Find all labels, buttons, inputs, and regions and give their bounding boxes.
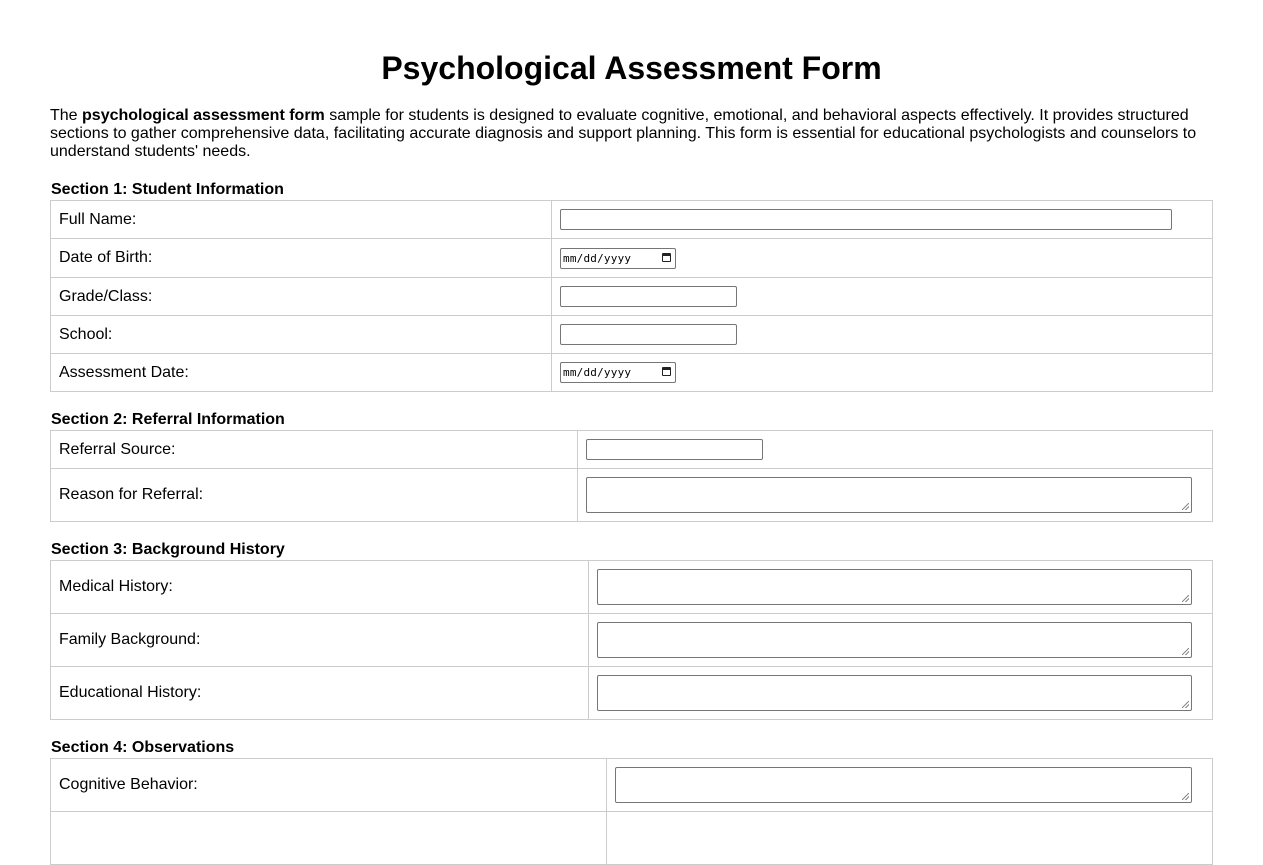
table-row — [51, 239, 1213, 278]
assessment-date-input[interactable] — [560, 362, 676, 383]
grade-class-input[interactable] — [560, 286, 737, 307]
resize-grip-icon[interactable] — [1182, 648, 1189, 655]
educational-history-label: Educational History: — [51, 667, 589, 720]
section-1-title: Section 1: Student Information — [51, 181, 284, 198]
calendar-icon[interactable] — [662, 253, 671, 262]
page-title: Psychological Assessment Form — [381, 50, 882, 86]
resize-grip-icon[interactable] — [1182, 595, 1189, 602]
full-name-input[interactable] — [560, 209, 1172, 230]
table-row — [51, 561, 1213, 614]
assessment-date-placeholder: mm/dd/yyyy — [563, 366, 632, 379]
intro-prefix: The — [50, 107, 83, 124]
date-of-birth-input[interactable] — [560, 248, 676, 269]
assessment-date-label: Assessment Date: — [51, 354, 552, 392]
table-row — [51, 759, 1213, 812]
table-row — [51, 201, 1213, 239]
table-row — [51, 812, 1213, 865]
resize-grip-icon[interactable] — [1182, 701, 1189, 708]
date-of-birth-placeholder: mm/dd/yyyy — [563, 251, 632, 265]
section-4-title: Section 4: Observations — [51, 739, 235, 756]
table-row — [51, 469, 1213, 522]
referral-source-label: Referral Source: — [51, 431, 578, 469]
medical-history-label: Medical History: — [51, 561, 589, 614]
resize-grip-icon[interactable] — [1182, 503, 1189, 510]
resize-grip-icon[interactable] — [1182, 793, 1189, 800]
referral-source-input[interactable] — [586, 439, 763, 460]
family-background-textarea[interactable] — [597, 622, 1192, 658]
table-row — [51, 278, 1213, 316]
intro-paragraph — [50, 107, 1213, 161]
reason-for-referral-textarea[interactable] — [586, 477, 1192, 513]
reason-for-referral-label: Reason for Referral: — [51, 469, 578, 522]
cognitive-behavior-textarea[interactable] — [615, 767, 1192, 803]
cognitive-behavior-label: Cognitive Behavior: — [51, 759, 607, 812]
school-label: School: — [51, 316, 552, 354]
grade-class-label: Grade/Class: — [51, 278, 552, 316]
table-row — [51, 667, 1213, 720]
school-input[interactable] — [560, 324, 737, 345]
medical-history-textarea[interactable] — [597, 569, 1192, 605]
educational-history-textarea[interactable] — [597, 675, 1192, 711]
table-row — [51, 316, 1213, 354]
section-2-title: Section 2: Referral Information — [51, 411, 285, 428]
calendar-icon[interactable] — [662, 367, 671, 376]
section-1-table — [50, 200, 1213, 392]
family-background-label: Family Background: — [51, 614, 589, 667]
table-row — [51, 614, 1213, 667]
section-4-table — [50, 758, 1213, 865]
intro-bold: psychological assessment form — [82, 107, 325, 124]
section-3-table — [50, 560, 1213, 720]
section-3-title: Section 3: Background History — [51, 541, 285, 558]
full-name-label: Full Name: — [51, 201, 552, 239]
date-of-birth-label: Date of Birth: — [51, 239, 552, 278]
next-observation-label — [51, 812, 607, 865]
intro-suffix: sample for students is designed to evaluate cognitive, emotional, and behavioral aspects effectively. It provides structured sections to gather comprehensive data, facilitating accurate diagnosis and support planning. This form is essential for educational psychologists and counselors to understand students' needs. — [50, 107, 1197, 160]
table-row — [51, 354, 1213, 392]
section-2-table — [50, 430, 1213, 522]
table-row — [51, 431, 1213, 469]
